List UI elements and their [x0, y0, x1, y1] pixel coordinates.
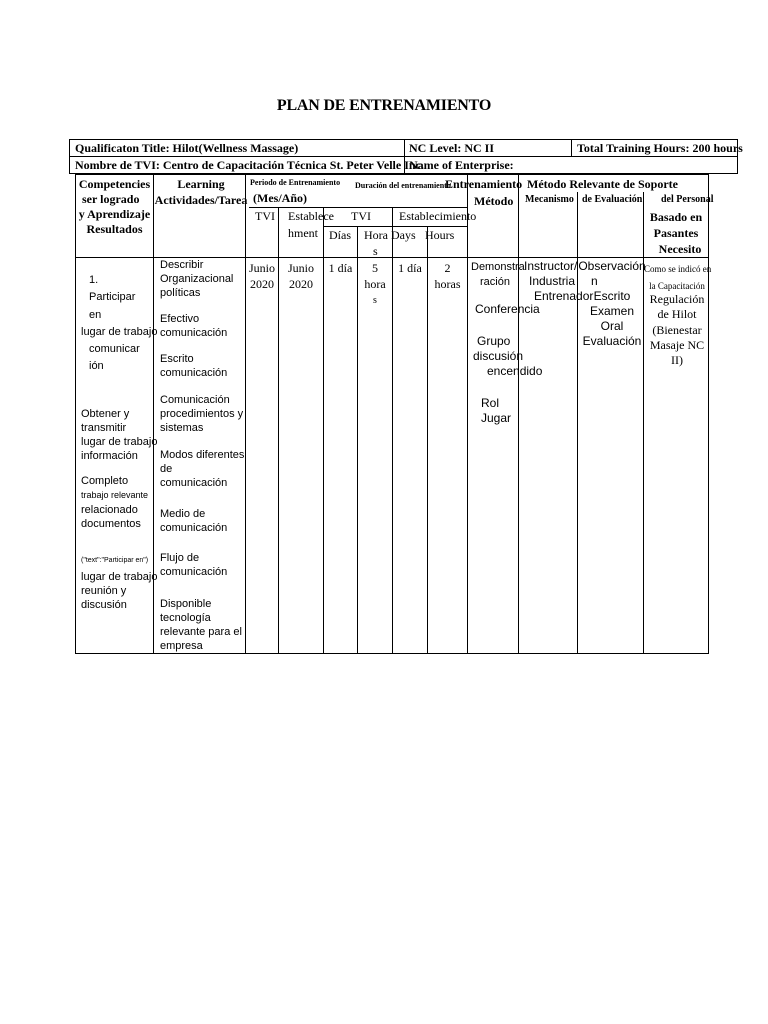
header-based-on-trainees: Basado en Pasantes Necesito — [649, 210, 703, 256]
activity-communication-modes: Modos diferentes de comunicación — [160, 449, 245, 489]
header-method: Método — [474, 194, 514, 208]
activity-communication-medium: Medio de comunicación — [160, 508, 228, 534]
header-mechanism: Mecanismo — [525, 194, 574, 205]
subheader-tvi: TVI — [255, 209, 275, 223]
competency-1: 1. Participar en lugar de trabajo comunicar ión — [81, 274, 158, 372]
qualification-title: Qualificaton Title: Hilot(Wellness Massage) — [75, 141, 299, 155]
header-learning-activities: Learning Actividades/Tarea — [154, 177, 248, 207]
competency-2: Obtener y transmitir lugar de trabajo información — [81, 408, 158, 462]
subheader-days-2: Days — [391, 228, 416, 242]
nc-level: NC Level: NC II — [409, 141, 494, 155]
activity-describe-policies: Describir Organizacional políticas — [160, 259, 234, 299]
subheader-establishment: Establece — [288, 209, 334, 223]
page-title: PLAN DE ENTRENAMIENTO — [276, 97, 492, 114]
header-evaluation: de Evaluación — [582, 194, 643, 205]
competency-4: lugar de trabajo reunión y discusión — [81, 571, 158, 611]
assessment-methods: Observación n Escrito Examen Oral Evaluación — [578, 259, 646, 348]
method-lecture: Conferencia — [475, 302, 540, 316]
method-role-play: Rol Jugar — [481, 396, 512, 425]
establishment-hours: 2 horas — [434, 261, 461, 291]
subheader-establishment-2: Establecimiento — [399, 209, 477, 223]
tvi-days: 1 día — [328, 261, 353, 275]
subheader-days: Días — [329, 228, 351, 242]
subheader-hment: hment — [288, 226, 318, 240]
subheader-hours: Hora s — [364, 228, 388, 258]
support-note: Como se indicó en la Capacitación — [644, 264, 712, 291]
header-training-period: Periodo de Entrenamiento — [250, 178, 341, 187]
total-training-hours: Total Training Hours: 200 hours — [577, 141, 743, 155]
header-competencies: Competencies ser logrado y Aprendizaje Resultados — [78, 177, 151, 236]
activity-communication-procedures: Comunicación procedimientos y sistemas — [160, 394, 244, 434]
header-personnel: del Personal — [661, 194, 714, 205]
establishment-period: Junio 2020 — [287, 261, 314, 291]
activity-written-communication: Escrito comunicación — [160, 353, 228, 379]
support-regulation: Regulación de Hilot (Bienestar Masaje NC II) — [649, 292, 705, 367]
subheader-tvi-2: TVI — [351, 209, 371, 223]
activity-available-technology: Disponible tecnología relevante para el empresa — [160, 598, 242, 652]
activity-communication-flow: Flujo de comunicación — [160, 552, 228, 578]
activity-effective-communication: Efectivo comunicación — [160, 313, 228, 339]
method-demonstration: Demonstra ración — [471, 261, 525, 288]
header-month-year: (Mes/Año) — [253, 191, 307, 205]
header-training-duration: Duración del entrenamiento — [355, 181, 451, 190]
subheader-hours-2: Hours — [425, 228, 455, 242]
resources-instructor: Instructor/ Industria Entrenador — [524, 259, 594, 303]
method-group-discussion: Grupo discusión encendido — [473, 334, 543, 378]
competency-4-note: ("text":"Participar en") — [81, 557, 149, 564]
tvi-name: Nombre de TVI: Centro de Capacitación Técnica St. Peter Velle Inc. — [75, 158, 424, 172]
header-training: Entrenamiento — [445, 177, 523, 191]
enterprise-name: Name of Enterprise: — [409, 158, 514, 172]
establishment-days: 1 día — [398, 261, 422, 275]
tvi-period: Junio 2020 — [248, 261, 275, 291]
competency-3: Completo trabajo relevante relacionado documentos — [81, 475, 149, 530]
header-relevant-method: Método Relevante de Soporte — [527, 177, 678, 191]
tvi-hours: 5 hora s — [364, 261, 386, 306]
